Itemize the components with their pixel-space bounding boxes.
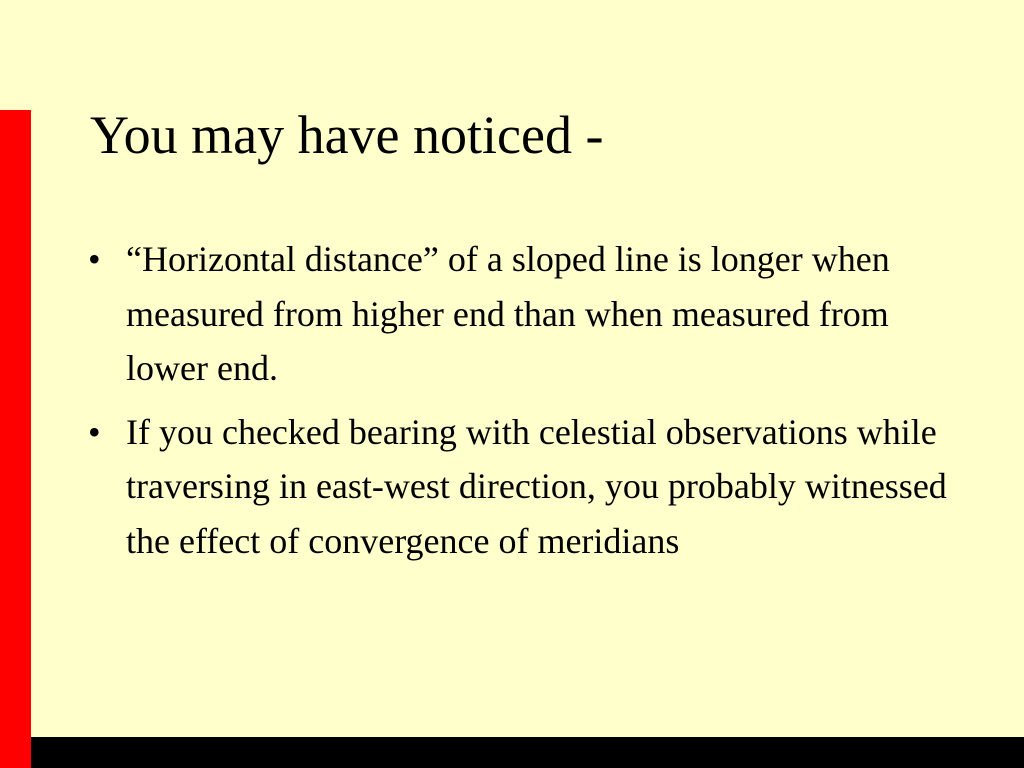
accent-bar bbox=[0, 110, 31, 768]
bullet-item bbox=[88, 232, 948, 396]
bullet-icon: • bbox=[88, 411, 101, 452]
bullet-list bbox=[88, 232, 948, 577]
bullet-item bbox=[88, 405, 948, 569]
bullet-icon: • bbox=[88, 239, 101, 279]
bullet-text: “Horizontal distance” of a sloped line is longer when measured from higher end than when measured from lower end. bbox=[126, 239, 890, 388]
bullet-text: If you checked bearing with celestial observations while traversing in east-west direction, you probably witnessed the effect of convergence of meridians bbox=[126, 411, 947, 561]
footer-bar bbox=[31, 737, 1024, 768]
slide-title: You may have noticed - bbox=[90, 105, 604, 165]
